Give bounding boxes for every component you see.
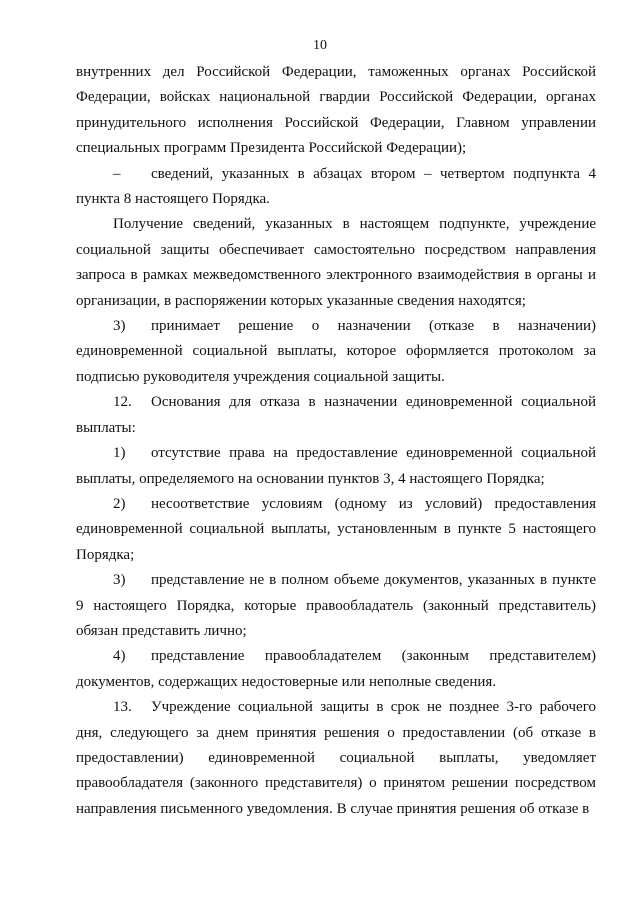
list-item-1 xyxy=(76,441,596,492)
paragraph-text: сведений, указанных в абзацах втором – четвертом подпункта 4 пункта 8 настоящего Порядка. xyxy=(76,165,596,208)
paragraph-text: несоответствие условиям (одному из условий) предоставления единовременной социальной выплаты, установленным в пункте 5 настоящего Порядка; xyxy=(76,495,596,563)
list-marker: 3) xyxy=(113,318,126,335)
paragraph-text: представление правообладателем (законным представителем) документов, содержащих недостоверные или неполные сведения. xyxy=(76,648,596,690)
paragraph-text: Учреждение социальной защиты в срок не позднее 3-го рабочего дня, следующего за днем принятия решения о предоставлении (об отказе в предоставлении) единовременной социальной выплаты, уведомляет правообладателя (законного представителя) о принятом решении посредством направления письменного уведомления. В случае принятия решения об отказе в xyxy=(76,699,596,817)
page-number: 10 xyxy=(313,38,327,53)
section-marker: 12. xyxy=(113,394,132,411)
paragraph xyxy=(76,212,596,314)
list-marker: 1) xyxy=(113,445,126,462)
paragraph-text: Получение сведений, указанных в настоящем подпункте, учреждение социальной защиты обеспечивает самостоятельно посредством направления запроса в рамках межведомственного электронного взаимодействия в органы и организации, в распоряжении которых указанные сведения находятся; xyxy=(76,216,596,309)
list-item-3 xyxy=(76,314,596,390)
list-item-3b xyxy=(76,568,596,644)
list-marker: 2) xyxy=(113,495,126,512)
list-marker: – xyxy=(113,165,121,182)
paragraph-text: принимает решение о назначении (отказе в назначении) единовременной социальной выплаты, которое оформляется протоколом за подписью руководителя учреждения социальной защиты. xyxy=(76,318,596,385)
paragraph-text: представление не в полном объеме документов, указанных в пункте 9 настоящего Порядка, которые правообладатель (законный представитель) обязан представить лично; xyxy=(76,572,596,639)
section-12 xyxy=(76,390,596,441)
paragraph-continuation xyxy=(76,60,596,162)
section-marker: 13. xyxy=(113,699,132,716)
document-body xyxy=(76,60,596,822)
list-marker: 4) xyxy=(113,648,126,665)
paragraph-text: отсутствие права на предоставление единовременной социальной выплаты, определяемого на основании пунктов 3, 4 настоящего Порядка; xyxy=(76,445,596,487)
section-13 xyxy=(76,695,596,822)
list-item-2 xyxy=(76,492,596,568)
list-item-4 xyxy=(76,644,596,695)
paragraph-text: внутренних дел Российской Федерации, таможенных органах Российской Федерации, войсках национальной гвардии Российской Федерации, органах принудительного исполнения Российской Федерации, Главном управлении специальных программ Президента Российской Федерации); xyxy=(76,64,596,157)
paragraph-text: Основания для отказа в назначении единовременной социальной выплаты: xyxy=(76,394,596,436)
list-marker: 3) xyxy=(113,572,126,589)
list-item-dash xyxy=(76,162,596,213)
